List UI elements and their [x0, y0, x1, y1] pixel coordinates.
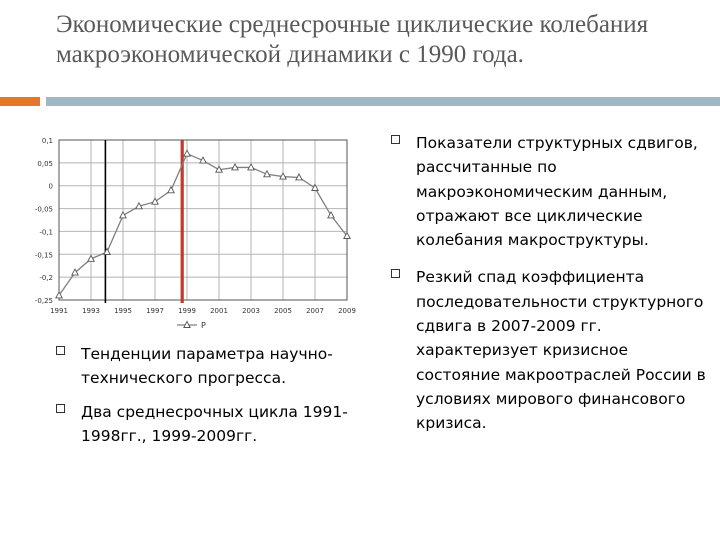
square-bullet-icon	[391, 269, 400, 278]
x-tick-label: 1993	[82, 307, 100, 315]
list-item	[56, 342, 356, 390]
slide-title: Экономические среднесрочные циклические колебания макроэкономической динамики с 1990 года.	[56, 11, 649, 68]
square-bullet-icon	[56, 404, 65, 413]
bullet-text: Два среднесрочных цикла 1991-1998гг., 1999-2009гг.	[81, 403, 348, 445]
y-tick-label: 0,05	[37, 159, 53, 168]
series-line	[59, 154, 347, 296]
data-point	[168, 187, 174, 193]
x-tick-label: 2007	[306, 307, 324, 315]
data-point	[120, 212, 126, 218]
plot-frame	[59, 140, 347, 300]
x-tick-label: 2001	[210, 307, 228, 315]
square-bullet-icon	[56, 346, 65, 355]
right-bullet-list	[391, 131, 711, 449]
x-tick-label: 1991	[50, 307, 68, 315]
cycle-line-chart	[22, 128, 354, 336]
bullet-text: Показатели структурных сдвигов, рассчитанные по макроэкономическим данным, отражают все циклические колебания макроструктуры.	[416, 134, 698, 250]
list-item	[391, 265, 711, 435]
data-point	[152, 198, 158, 204]
x-tick-label: 1997	[146, 307, 164, 315]
x-tick-label: 2003	[242, 307, 260, 315]
list-item	[56, 400, 356, 448]
y-tick-label: 0	[48, 182, 53, 191]
left-bullet-list	[56, 342, 356, 458]
x-tick-label: 1999	[178, 307, 196, 315]
y-tick-label: -0,25	[34, 297, 53, 305]
list-item	[391, 131, 711, 252]
title-accent-orange-bar	[0, 97, 40, 106]
y-tick-label: 0,1	[41, 137, 53, 145]
x-tick-label: 2005	[274, 307, 292, 315]
x-tick-label: 1995	[114, 307, 132, 315]
y-tick-label: -0,2	[39, 274, 53, 283]
data-point	[184, 150, 190, 156]
title-accent-blue-bar	[46, 97, 720, 106]
y-tick-label: -0,1	[39, 228, 53, 237]
y-tick-label: -0,05	[34, 205, 53, 214]
legend-label: P	[201, 321, 206, 330]
bullet-text: Тенденции параметра научно-технического прогресса.	[81, 345, 333, 387]
x-tick-label: 2009	[338, 307, 356, 315]
square-bullet-icon	[391, 135, 400, 144]
bullet-text: Резкий спад коэффициента последовательности структурного сдвига в 2007-2009 гг. характеризует кризисное состояние макроотраслей России в условиях мирового финансового кризиса.	[416, 268, 706, 433]
y-tick-label: -0,15	[34, 251, 53, 260]
